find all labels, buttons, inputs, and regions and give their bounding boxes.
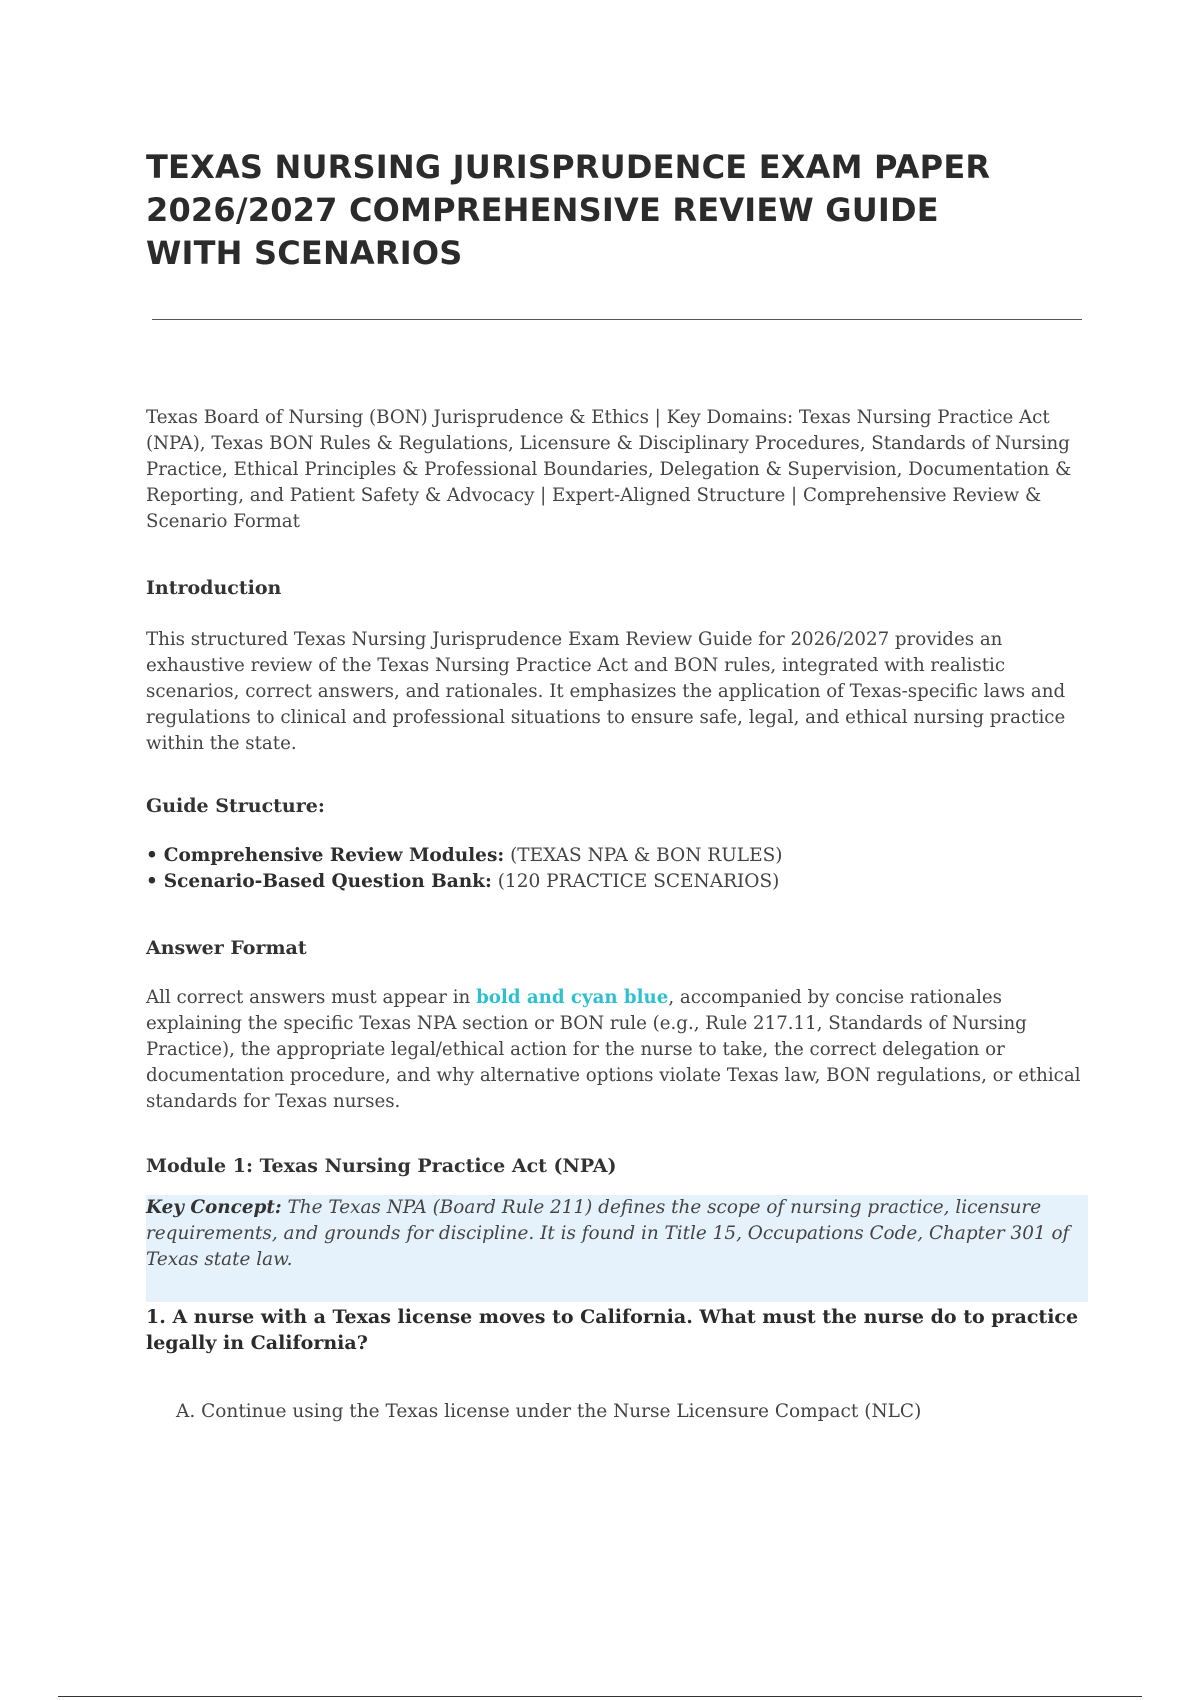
answer-format-text-end: , accompanied by concise rationales explaining the specific Texas NPA section or BON rule (e.g., Rule 217.11, Standards of Nursing Practice), the appropriate legal/ethical action for the nurse to take, the correct delegation or documentation procedure, and why alternative options violate Texas law, BON regulations, or ethical standards for Texas nurses. [146,987,1081,1112]
answer-format-highlight: bold and cyan blue [476,987,669,1008]
module-heading: Module 1: Texas Nursing Practice Act (NPA) [146,1155,617,1177]
answer-format-heading: Answer Format [146,937,307,959]
title-divider [152,319,1082,320]
key-concept-text [146,1195,1088,1273]
document-subtitle: Texas Board of Nursing (BON) Jurisprudence & Ethics | Key Domains: Texas Nursing Practice Act (NPA), Texas BON Rules & Regulations, Licensure & Disciplinary Procedures, Standards of Nursing Practice, Ethical Principles & Professional Boundaries, Delegation & Supervision, Documentation & Reporting, and Patient Safety & Advocacy | Expert-Aligned Structure | Comprehensive Review & Scenario Format [146,407,1072,532]
list-item-value: (TEXAS NPA & BON RULES) [510,845,783,866]
list-item-value: (120 PRACTICE SCENARIOS) [497,871,780,892]
list-item [146,843,782,869]
list-item-label: Scenario-Based Question Bank: [163,871,492,892]
guide-structure-heading: Guide Structure: [146,795,325,817]
answer-option-a: A. Continue using the Texas license under the Nurse Licensure Compact (NLC) [176,1401,922,1422]
list-item-bullet: • [146,845,158,866]
footer-divider [58,1696,1142,1697]
question-text: 1. A nurse with a Texas license moves to California. What must the nurse do to practice legally in California? [146,1306,1079,1354]
key-concept-box [146,1195,1088,1302]
introduction-heading: Introduction [146,577,282,599]
key-concept-body: The Texas NPA (Board Rule 211) defines the scope of nursing practice, licensure requirements, and grounds for discipline. It is found in Title 15, Occupations Code, Chapter 301 of Texas state law. [146,1197,1070,1270]
key-concept-label: Key Concept: [146,1197,282,1218]
introduction-body: This structured Texas Nursing Jurisprudence Exam Review Guide for 2026/2027 provides an exhaustive review of the Texas Nursing Practice Act and BON rules, integrated with realistic scenarios, correct answers, and rationales. It emphasizes the application of Texas-specific laws and regulations to clinical and professional situations to ensure safe, legal, and ethical nursing practice within the state. [146,629,1066,754]
list-item [146,869,782,895]
list-item-label: Comprehensive Review Modules: [163,845,505,866]
document-title: TEXAS NURSING JURISPRUDENCE EXAM PAPER 2026/2027 COMPREHENSIVE REVIEW GUIDE WITH SCENARIOS [146,148,991,272]
answer-format-body [146,985,1088,1115]
answer-format-text-start: All correct answers must appear in [146,987,477,1008]
list-item-bullet: • [146,871,158,892]
guide-structure-list [146,843,782,895]
